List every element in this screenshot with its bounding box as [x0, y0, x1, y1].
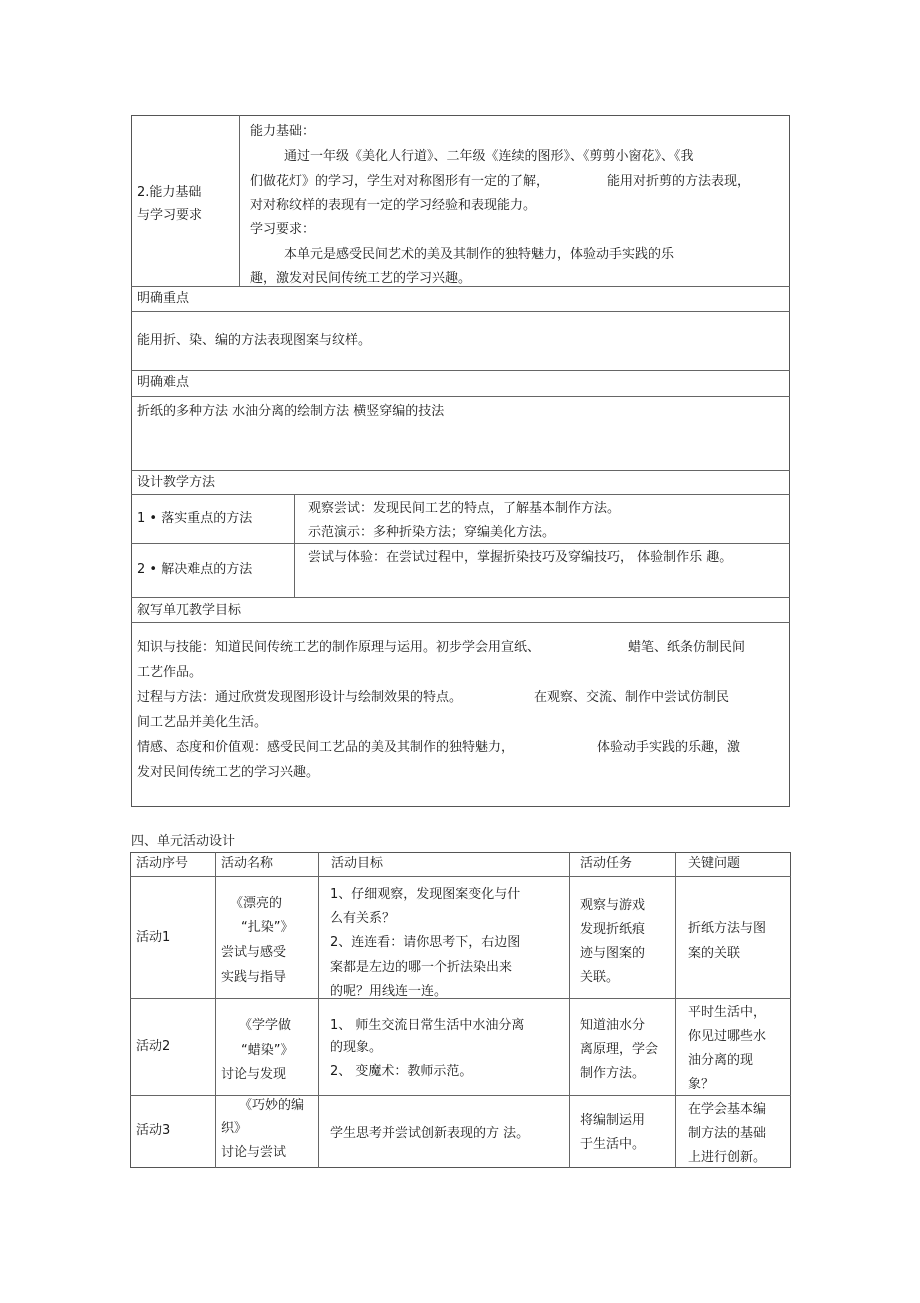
objective-text: 过程与方法：通过欣赏发现图形设计与绘制效果的特点。 [137, 690, 463, 705]
objective-text: 体验动手实践的乐趣，激 [597, 740, 741, 755]
ability-text: 通过一年级《美化人行道》、二年级《连续的图形》、《剪剪小窗花》、《我 [284, 149, 694, 164]
objectives-header: 叙写单兀教学目标 [137, 603, 242, 618]
activity-goal: 的呢？用线连一连。 [330, 984, 448, 999]
header-activity-goal: 活动目标 [331, 856, 384, 871]
activity-name: “扎染”》 [241, 920, 294, 935]
header-activity-name: 活动名称 [221, 856, 274, 871]
objective-text: 间工艺品并美化生活。 [137, 715, 268, 730]
header-activity-task: 活动任务 [580, 856, 633, 871]
col-divider [215, 852, 216, 1168]
method-text-1: 示范演示：多种折染方法；穿编美化方法。 [308, 525, 556, 540]
section-title: 四、单元活动设计 [131, 834, 236, 849]
activity-key: 油分离的现 [688, 1053, 754, 1068]
method-text-1: 观察尝试：发现民间工艺的特点，了解基本制作方法。 [308, 501, 621, 516]
activity-name: 《巧妙的编 [239, 1098, 305, 1113]
activity-name: 讨论与尝试 [221, 1145, 287, 1160]
activity-key: 在学会基本编 [688, 1102, 767, 1117]
ability-text: 们做花灯》的学习，学生对对称图形有一定的了解， [250, 174, 550, 189]
activity-goal: 学生思考并尝试创新表现的方 法。 [330, 1126, 530, 1141]
col-divider [675, 852, 676, 1168]
row-divider [131, 370, 790, 371]
row-divider [130, 998, 791, 999]
objective-text: 在观察、交流、制作中尝试仿制民 [534, 690, 730, 705]
ability-text: 趣，激发对民间传统工艺的学习兴趣。 [250, 271, 472, 286]
activity-key: 象？ [688, 1077, 715, 1092]
activity-goal: 案都是左边的哪一个折法染出来 [330, 960, 513, 975]
activity-goal: 2、连连看：请你思考下，右边图 [330, 935, 521, 950]
col-divider [569, 852, 570, 1168]
ability-text: 对对称纹样的表现有一定的学习经验和表现能力。 [250, 198, 537, 213]
objective-text: 工艺作品。 [137, 665, 203, 680]
objective-text: 知识与技能：知道民间传统工艺的制作原理与运用。初步学会用宣纸、 [137, 640, 541, 655]
header-key-question: 关键问题 [688, 856, 741, 871]
row-divider [131, 494, 790, 495]
activity-key: 你见过哪些水 [688, 1029, 767, 1044]
activity-task: 迹与图案的 [580, 946, 646, 961]
activity-task: 制作方法。 [580, 1066, 646, 1081]
activity-key: 上进行创新。 [688, 1150, 767, 1165]
activity-name: “蜡染”》 [241, 1043, 294, 1058]
activity-name: 织》 [221, 1121, 248, 1136]
col-divider [239, 115, 240, 286]
difficulties-content: 折纸的多种方法 水油分离的绘制方法 横竖穿编的技法 [137, 404, 445, 419]
objective-text: 情感、态度和价值观：感受民间工艺品的美及其制作的独特魅力， [137, 740, 515, 755]
activity-goal: 1、 师生交流日常生活中水油分离 [330, 1018, 525, 1033]
objective-text: 发对民间传统工艺的学习兴趣。 [137, 765, 320, 780]
activity-key: 平时生活中， [688, 1005, 767, 1020]
row-divider [131, 470, 790, 471]
activity-goal: 2、 变魔术：教师示范。 [330, 1064, 473, 1079]
activity-id: 活动2 [136, 1039, 171, 1054]
ability-text: 本单元是感受民间艺术的美及其制作的独特魅力，体验动手实践的乐 [284, 247, 675, 262]
row-divider [131, 311, 790, 312]
col-divider [318, 852, 319, 1168]
difficulties-header: 明确难点 [137, 375, 190, 390]
activity-goal: 么有关系？ [330, 911, 396, 926]
activity-goal: 的现象。 [330, 1040, 383, 1055]
key-points-header: 明确重点 [137, 291, 190, 306]
activity-name: 《学学做 [239, 1018, 292, 1033]
activity-task: 知道油水分 [580, 1018, 646, 1033]
col-divider [294, 494, 295, 597]
activity-task: 于生活中。 [580, 1137, 646, 1152]
activity-name: 尝试与感受 [221, 945, 287, 960]
activity-goal: 1、仔细观察，发现图案变化与什 [330, 887, 521, 902]
method-label-2: 2 • 解决难点的方法 [137, 562, 253, 577]
activity-key: 折纸方法与图 [688, 921, 767, 936]
header-activity-no: 活动序号 [136, 856, 189, 871]
activity-name: 讨论与发现 [221, 1067, 287, 1082]
activity-name: 实践与指导 [221, 970, 287, 985]
activity-task: 离原理，学会 [580, 1042, 659, 1057]
ability-text: 能力基础： [250, 124, 316, 139]
activity-id: 活动1 [136, 930, 171, 945]
activity-key: 案的关联 [688, 946, 741, 961]
activity-id: 活动3 [136, 1123, 171, 1138]
ability-text: 能用对折剪的方法表现， [607, 174, 751, 189]
activity-task: 将编制运用 [580, 1113, 646, 1128]
row-divider [130, 876, 791, 877]
activity-name: 《漂亮的 [230, 896, 283, 911]
methods-header: 设计教学方法 [137, 475, 216, 490]
method-label-1: 1 • 落实重点的方法 [137, 511, 253, 526]
ability-text: 学习要求： [250, 222, 316, 237]
activity-task: 发现折纸痕 [580, 922, 646, 937]
activity-task: 关联。 [580, 970, 620, 985]
ability-label-line1: 2.能力基础 [137, 185, 202, 200]
activity-key: 制方法的基础 [688, 1126, 767, 1141]
activity-task: 观察与游戏 [580, 898, 646, 913]
key-points-content: 能用折、染、编的方法表现图案与纹样。 [137, 333, 372, 348]
objective-text: 蜡笔、纸条仿制民间 [628, 640, 746, 655]
ability-label-line2: 与学习要求 [137, 208, 203, 223]
method-text-2: 尝试与体验：在尝试过程中，掌握折染技巧及穿编技巧， 体验制作乐 趣。 [308, 550, 733, 565]
row-divider [131, 396, 790, 397]
